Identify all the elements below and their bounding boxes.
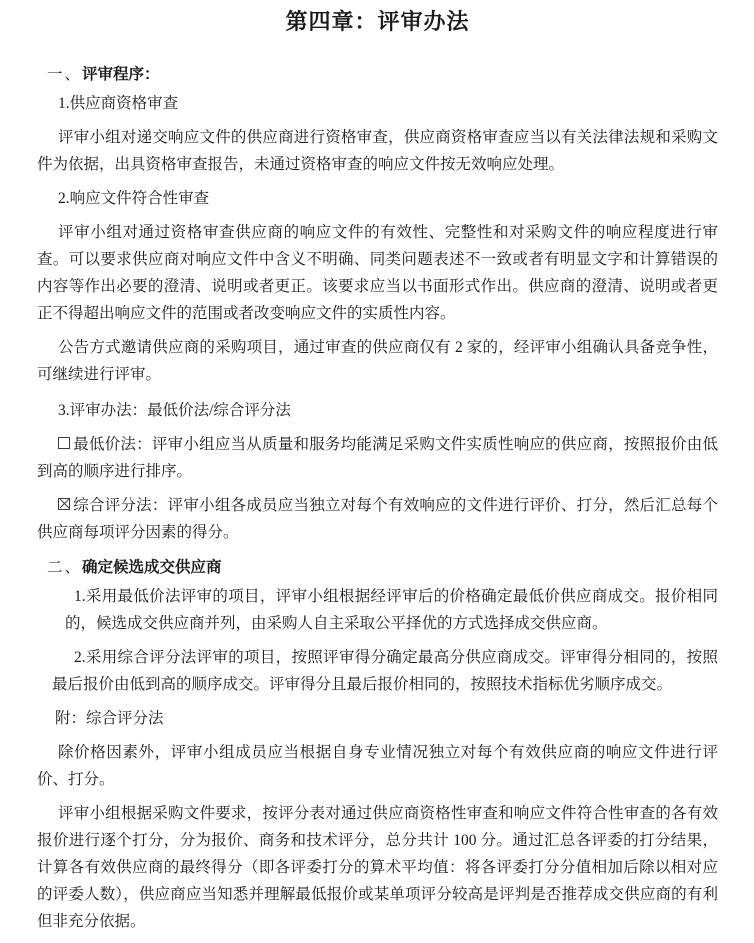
page-title: 第四章：评审办法 bbox=[285, 9, 470, 34]
section-1-heading bbox=[47, 62, 718, 87]
checkbox-checked-icon bbox=[58, 498, 70, 510]
paragraph-conformity-review: 评审小组对通过资格审查供应商的响应文件的有效性、完整性和对采购文件的响应程度进行审查。可以要求供应商对响应文件中含义不明确、同类问题表述不一致或者有明显文字和计算错误的内容等作出必要的澄清、说明或者更正。该要求应当以书面形式作出。供应商的澄清、说明或者更正不得超出响应文件的范围或者改变响应文件的实质性内容。 bbox=[37, 224, 718, 322]
option-comprehensive-scoring-text: 综合评分法：评审小组各成员应当独立对每个有效响应的文件进行评价、打分，然后汇总每个供应商每项评分因素的得分。 bbox=[37, 497, 718, 541]
item-evaluation-methods: 3.评审办法：最低价法/综合评分法 bbox=[58, 402, 291, 419]
paragraph-two-suppliers-rule: 公告方式邀请供应商的采购项目，通过审查的供应商仅有 2 家的，经评审小组确认具备竞争性，可继续进行评审。 bbox=[37, 339, 718, 383]
checkbox-unchecked-icon bbox=[58, 437, 70, 449]
option-lowest-price-method bbox=[37, 431, 718, 485]
item-response-conformity-review: 2.响应文件符合性审查 bbox=[58, 190, 210, 207]
paragraph-scoring-award: 2.采用综合评分法评审的项目，按照评审得分确定最高分供应商成交。评审得分相同的，按照最后报价由低到高的顺序成交。评审得分且最后报价相同的，按照技术指标优劣顺序成交。 bbox=[52, 649, 718, 693]
section-2-heading-text: 确定候选成交供应商 bbox=[82, 559, 222, 576]
section-1-number: 一、 bbox=[47, 66, 83, 83]
section-2-number: 二、 bbox=[47, 559, 83, 576]
paragraph-scoring-calculation: 评审小组根据采购文件要求，按评分表对通过供应商资格性审查和响应文件符合性审查的各有效报价进行逐个打分，分为报价、商务和技术评分，总分共计 100 分。通过汇总各评委的打分结果，计算各有效供应商的最终得分（即各评委打分的算术平均值：将各评委打分分值相加后除以相对应的评委人数），供应商应当知悉并理解最低报价或某单项评分较高是评判是否推荐成交供应商的有利但非充分依据。 bbox=[37, 805, 718, 930]
paragraph-qualification-review: 评审小组对递交响应文件的供应商进行资格审查，供应商资格审查应当以有关法律法规和采购文件为依据，出具资格审查报告，未通过资格审查的响应文件按无效响应处理。 bbox=[37, 129, 718, 173]
attachment-label: 附：综合评分法 bbox=[55, 710, 164, 727]
section-2-heading bbox=[47, 555, 718, 580]
paragraph-lowest-price-award: 1.采用最低价法评审的项目，评审小组根据经评审后的价格确定最低价供应商成交。报价相同的，候选成交供应商并列，由采购人自主采取公平择优的方式选择成交供应商。 bbox=[65, 588, 718, 632]
item-supplier-qualification-review: 1.供应商资格审查 bbox=[58, 95, 179, 112]
section-1-heading-text: 评审程序： bbox=[82, 66, 160, 83]
option-comprehensive-scoring-method bbox=[37, 492, 718, 546]
option-lowest-price-text: 最低价法：评审小组应当从质量和服务均能满足采购文件实质性响应的供应商，按照报价由低到高的顺序进行排序。 bbox=[37, 436, 718, 480]
paragraph-independent-scoring: 除价格因素外，评审小组成员应当根据自身专业情况独立对每个有效供应商的响应文件进行评价、打分。 bbox=[37, 744, 718, 788]
